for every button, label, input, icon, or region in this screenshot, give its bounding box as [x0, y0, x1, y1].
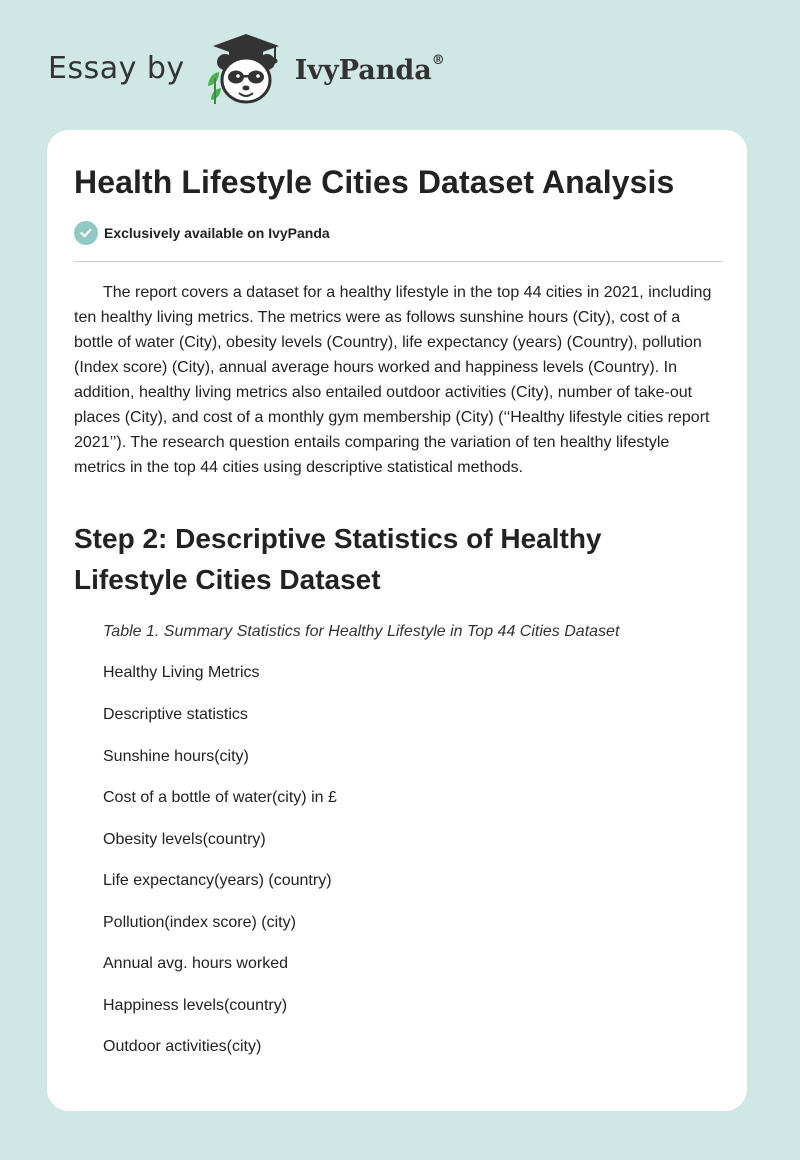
essay-by-label: Essay by [48, 50, 185, 86]
brand-name [294, 52, 445, 86]
article-card [47, 130, 747, 1111]
divider [74, 261, 723, 262]
brand-text: IvyPanda [294, 54, 432, 86]
metric-item: Outdoor activities(city) [103, 1038, 262, 1055]
exclusive-badge [74, 221, 330, 245]
exclusive-label: Exclusively available on IvyPanda [104, 225, 330, 241]
metric-item: Descriptive statistics [103, 706, 248, 723]
table-caption: Table 1. Summary Statistics for Healthy Lifestyle in Top 44 Cities Dataset [103, 623, 620, 640]
section-heading: Step 2: Descriptive Statistics of Healthy Lifestyle Cities Dataset [74, 523, 602, 595]
registered-mark: ® [431, 52, 445, 68]
metric-item: Annual avg. hours worked [103, 955, 288, 972]
check-icon [74, 221, 98, 245]
metric-item: Pollution(index score) (city) [103, 914, 296, 931]
metric-item: Healthy Living Metrics [103, 664, 260, 681]
intro-paragraph: The report covers a dataset for a healthy lifestyle in the top 44 cities in 2021, including ten healthy living metrics. The metrics were as follows sunshine hours (City), cost of a bottle of water (City), obesity levels (Country), life expectancy (years) (Country), pollution (Index score) (City), annual average hours worked and happiness levels (Country). In addition, healthy living metrics also entailed outdoor activities (City), number of take-out places (City), and cost of a monthly gym membership (City) (‘‘Healthy lifestyle cities report 2021’’). The research question entails comparing the variation of ten healthy lifestyle metrics in the top 44 cities using descriptive statistical methods. [74, 284, 712, 476]
metric-item: Sunshine hours(city) [103, 748, 249, 765]
page-title: Health Lifestyle Cities Dataset Analysis [74, 164, 675, 200]
metric-item: Cost of a bottle of water(city) in £ [103, 789, 337, 806]
metric-item: Happiness levels(country) [103, 997, 288, 1014]
site-header [48, 30, 445, 110]
metric-item: Obesity levels(country) [103, 831, 266, 848]
metric-item: Life expectancy(years) (country) [103, 872, 332, 889]
panda-logo-icon[interactable] [203, 30, 289, 110]
